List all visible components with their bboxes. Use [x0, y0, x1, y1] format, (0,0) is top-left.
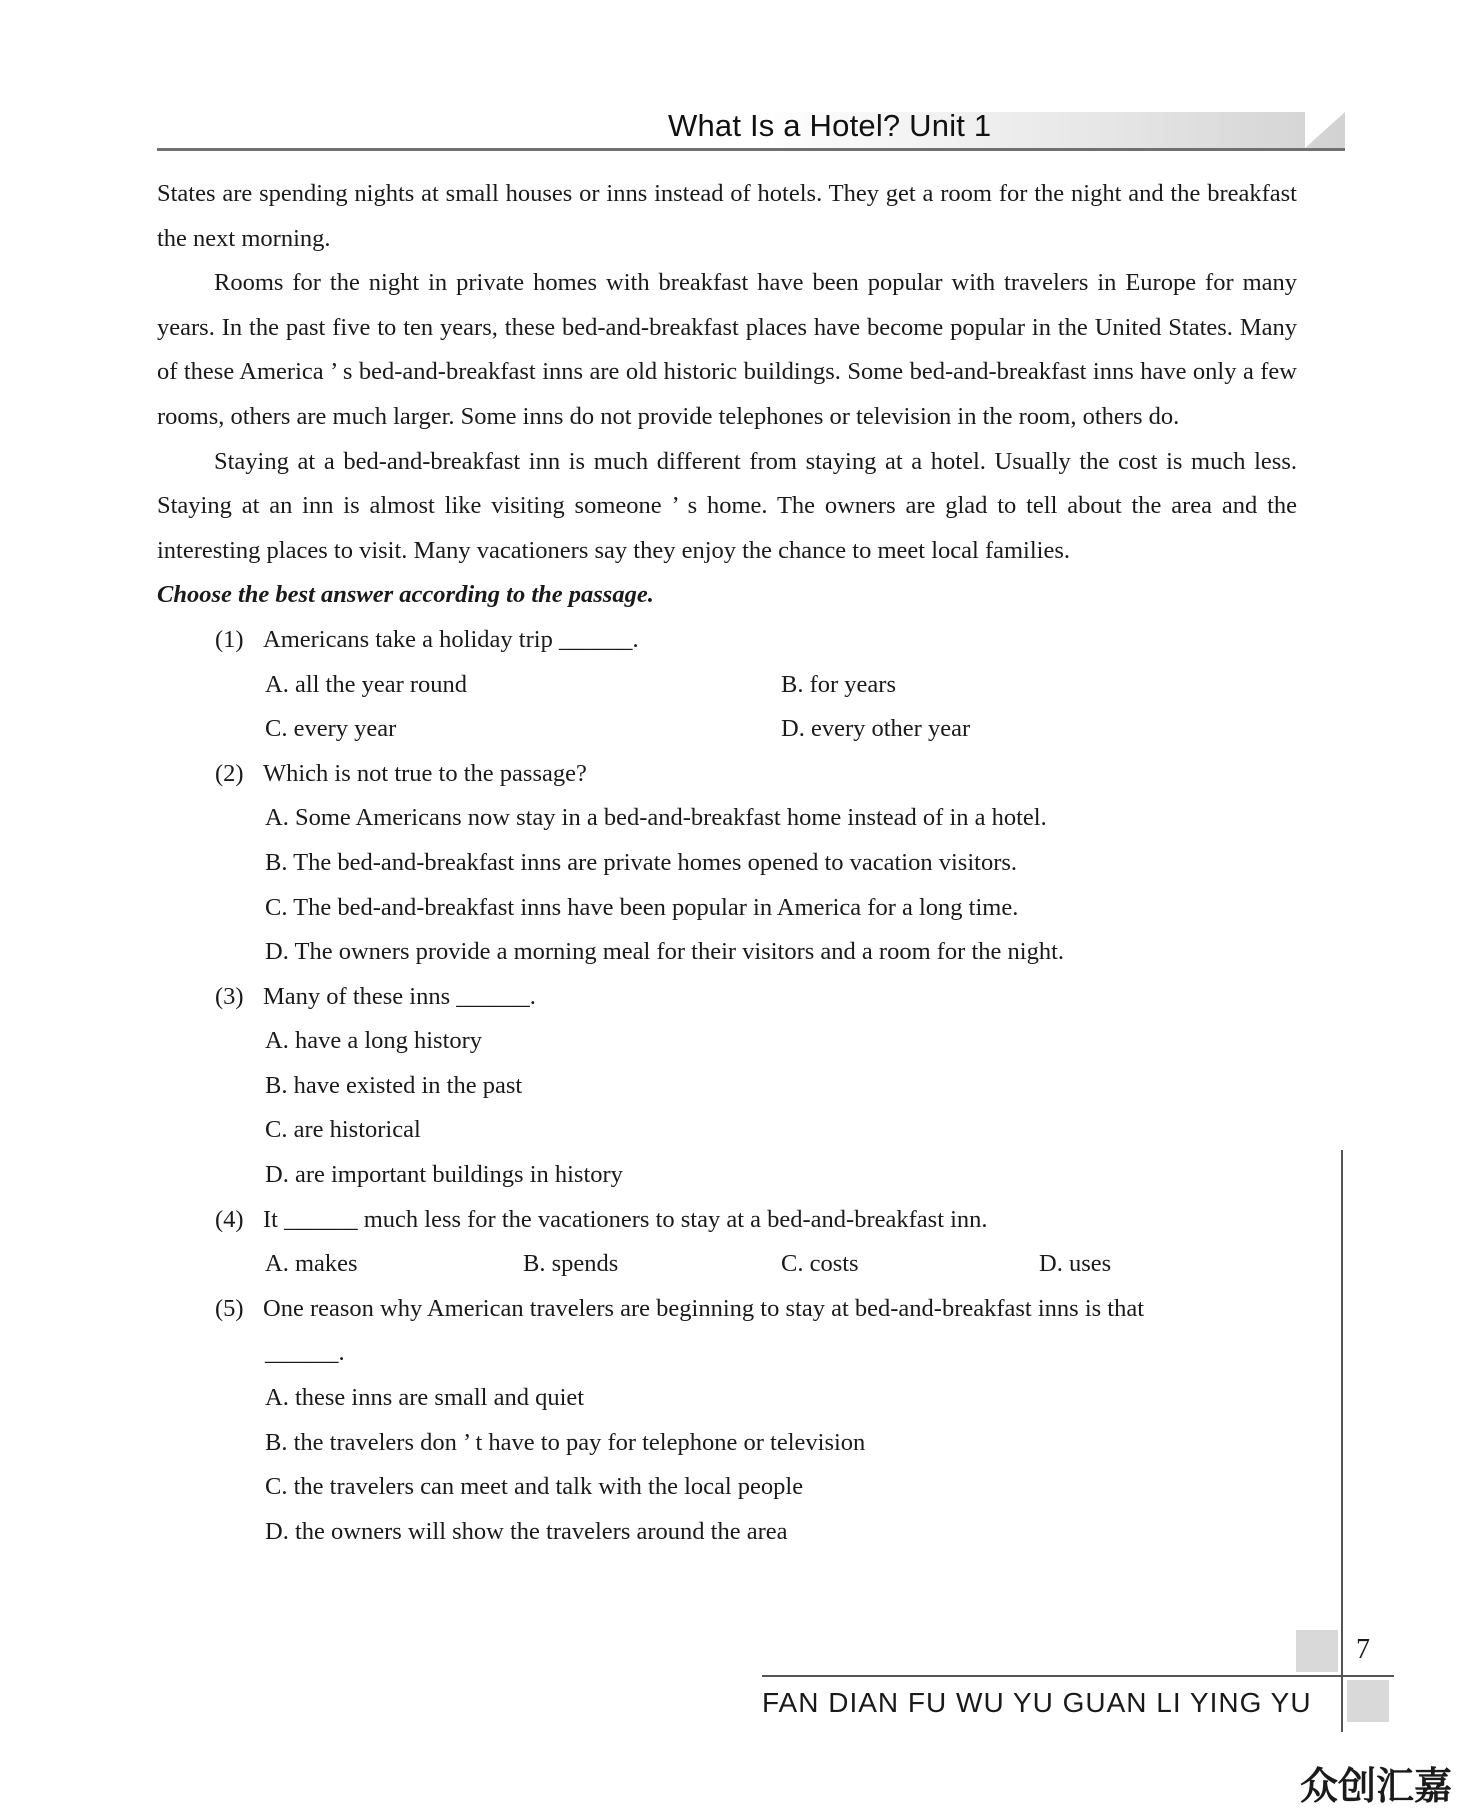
- running-footer-title: FAN DIAN FU WU YU GUAN LI YING YU: [762, 1687, 1312, 1718]
- option-a: A. Some Americans now stay in a bed-and-breakfast home instead of in a hotel.: [265, 804, 1047, 832]
- footer-rule: [762, 1675, 1394, 1677]
- passage-paragraph: Rooms for the night in private homes with breakfast have been popular with travelers in Europe for many years. In the past five to ten years, these bed-and-breakfast places have become popular in the United States. Many of these America ’ s bed-and-breakfast inns are old historic buildings. Some bed-and-breakfast inns have only a few rooms, others are much larger. Some inns do not provide telephones or television in the room, others do.: [157, 269, 1297, 430]
- question-text: Which is not true to the passage?: [263, 759, 587, 787]
- running-header-title: What Is a Hotel? Unit 1: [668, 108, 992, 143]
- exercise-instruction: Choose the best answer according to the passage.: [157, 581, 654, 609]
- option-c: C. costs: [781, 1250, 859, 1278]
- option-row: [157, 1242, 1297, 1287]
- option-d: D. are important buildings in history: [265, 1161, 623, 1189]
- footer-box: [1347, 1680, 1389, 1722]
- question-3: [157, 975, 1297, 1020]
- option-d: D. The owners provide a morning meal for their visitors and a room for the night.: [265, 938, 1065, 966]
- question-number: (5): [215, 1294, 244, 1322]
- question-4: [157, 1198, 1297, 1243]
- option-b: B. for years: [781, 670, 896, 698]
- option-d: D. uses: [1039, 1250, 1112, 1278]
- option-c: C. are historical: [265, 1116, 421, 1144]
- passage-paragraph: Staying at a bed-and-breakfast inn is much different from staying at a hotel. Usually the cost is much less. Staying at an inn is almost like visiting someone ’ s home. The owners are glad to tell about the area and the interesting places to visit. Many vacationers say they enjoy the chance to meet local families.: [157, 447, 1297, 564]
- option-a: A. these inns are small and quiet: [265, 1384, 585, 1412]
- question-text: Americans take a holiday trip ______.: [263, 625, 639, 653]
- header-band-tip: [1305, 112, 1345, 148]
- option-row: [157, 663, 1297, 708]
- option-c: C. the travelers can meet and talk with the local people: [265, 1473, 804, 1501]
- watermark: 众创汇嘉: [1300, 1764, 1453, 1808]
- question-number: (3): [215, 982, 244, 1010]
- question-number: (4): [215, 1205, 244, 1233]
- option-a: A. all the year round: [265, 670, 468, 698]
- question-number: (1): [215, 625, 244, 653]
- question-text: Many of these inns ______.: [263, 982, 536, 1010]
- option-d: D. the owners will show the travelers around the area: [265, 1517, 788, 1545]
- option-c: C. The bed-and-breakfast inns have been popular in America for a long time.: [265, 893, 1019, 921]
- option-b: B. The bed-and-breakfast inns are private homes opened to vacation visitors.: [265, 848, 1018, 876]
- page-body: [157, 172, 1297, 1554]
- question-5: [157, 1287, 1297, 1332]
- option-c: C. every year: [265, 715, 397, 743]
- option-d: D. every other year: [781, 715, 971, 743]
- header-rule: [157, 148, 1345, 151]
- option-b: B. spends: [523, 1250, 619, 1278]
- option-row: [157, 707, 1297, 752]
- page-number: 7: [1356, 1634, 1370, 1665]
- question-1: [157, 618, 1297, 663]
- question-continuation: ______.: [265, 1339, 345, 1367]
- question-text: It ______ much less for the vacationers to stay at a bed-and-breakfast inn.: [263, 1205, 988, 1233]
- question-text: One reason why American travelers are beginning to stay at bed-and-breakfast inns is that: [263, 1294, 1145, 1322]
- question-2: [157, 752, 1297, 797]
- footer-vertical-rule: [1341, 1150, 1343, 1732]
- option-b: B. have existed in the past: [265, 1071, 523, 1099]
- option-b: B. the travelers don ’ t have to pay for telephone or television: [265, 1428, 866, 1456]
- option-a: A. makes: [265, 1250, 358, 1278]
- question-number: (2): [215, 759, 244, 787]
- passage-paragraph: States are spending nights at small houses or inns instead of hotels. They get a room for the night and the breakfast the next morning.: [157, 180, 1297, 252]
- option-a: A. have a long history: [265, 1027, 483, 1055]
- page-number-box: [1296, 1630, 1338, 1672]
